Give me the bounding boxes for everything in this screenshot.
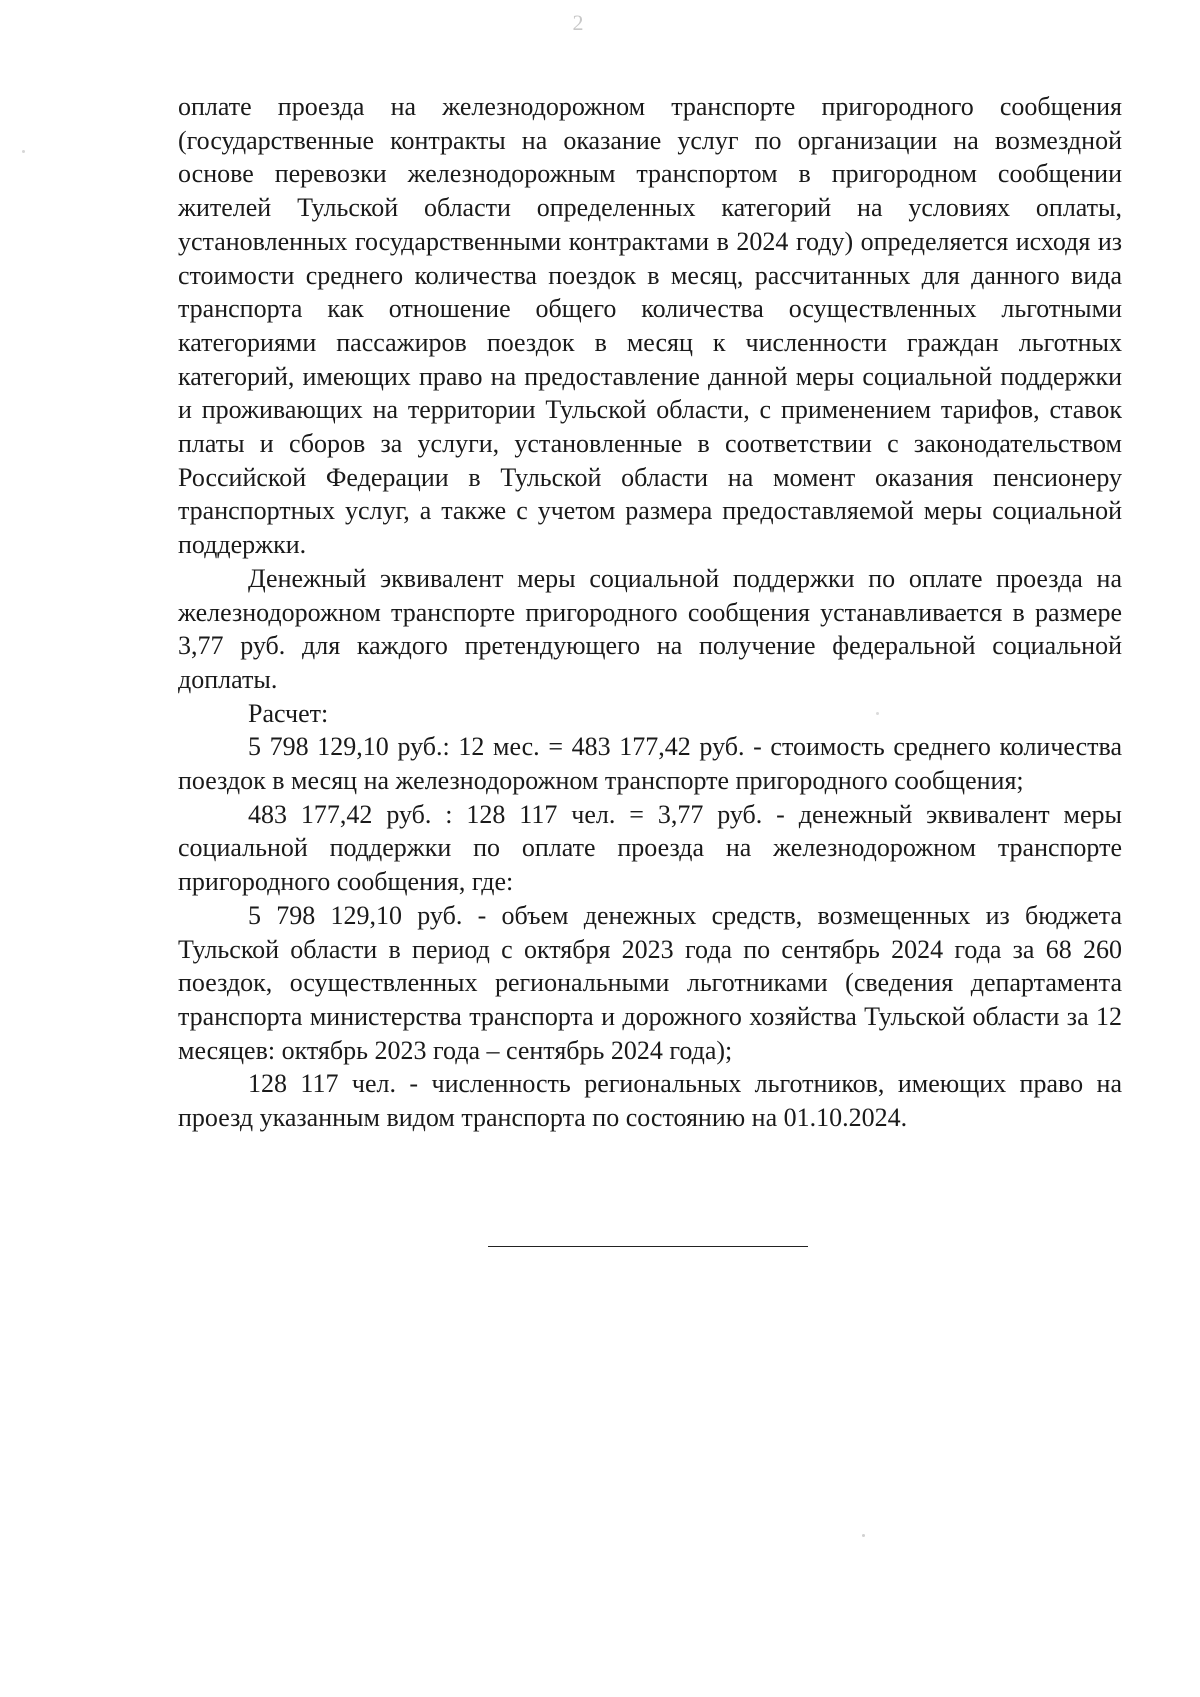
document-body xyxy=(178,90,1122,1135)
calculation-heading: Расчет: xyxy=(248,698,329,728)
scan-speck xyxy=(862,1534,865,1537)
page-number: 2 xyxy=(572,10,584,35)
definition-budget-funds: 5 798 129,10 руб. - объем денежных средств, возмещенных из бюджета Тульской области в период с октября 2023 года по сентябрь 2024 года за 68 260 поездок, осуществленных региональными льготниками (сведения департамента транспорта министерства транспорта и дорожного хозяйства Тульской области за 12 месяцев: октябрь 2023 года – сентябрь 2024 года); xyxy=(178,900,1122,1065)
calculation-line-average-cost: 5 798 129,10 руб.: 12 мес. = 483 177,42 руб. - стоимость среднего количества поездок в месяц на железнодорожном транспорте пригородного сообщения; xyxy=(178,732,1122,796)
scan-speck xyxy=(22,150,25,153)
paragraph-monetary-equivalent: Денежный эквивалент меры социальной поддержки по оплате проезда на железнодорожном транспорте пригородного сообщения устанавливается в размере 3,77 руб. для каждого претендующего на получение федеральной социальной доплаты. xyxy=(178,563,1122,694)
scan-speck xyxy=(876,712,879,715)
calculation-line-equivalent: 483 177,42 руб. : 128 117 чел. = 3,77 руб. - денежный эквивалент меры социальной поддержки по оплате проезда на железнодорожном транспорте пригородного сообщения, где: xyxy=(178,799,1122,897)
definition-beneficiaries-count: 128 117 чел. - численность региональных льготников, имеющих право на проезд указанным видом транспорта по состоянию на 01.10.2024. xyxy=(178,1069,1122,1133)
paragraph-tariff-basis: оплате проезда на железнодорожном транспорте пригородного сообщения (государственные контракты на оказание услуг по организации на возмездной основе перевозки железнодорожным транспортом в пригородном сообщении жителей Тульской области определенных категорий на условиях оплаты, установленных государственными контрактами в 2024 году) определяется исходя из стоимости среднего количества поездок в месяц, рассчитанных для данного вида транспорта как отношение общего количества осуществленных льготными категориями пассажиров поездок в месяц к численности граждан льготных категорий, имеющих право на предоставление данной меры социальной поддержки и проживающих на территории Тульской области, с применением тарифов, ставок платы и сборов за услуги, установленные в соответствии с законодательством Российской Федерации в Тульской области на момент оказания пенсионеру транспортных услуг, а также с учетом размера предоставляемой меры социальной поддержки. xyxy=(178,92,1122,560)
closing-rule xyxy=(488,1246,808,1247)
